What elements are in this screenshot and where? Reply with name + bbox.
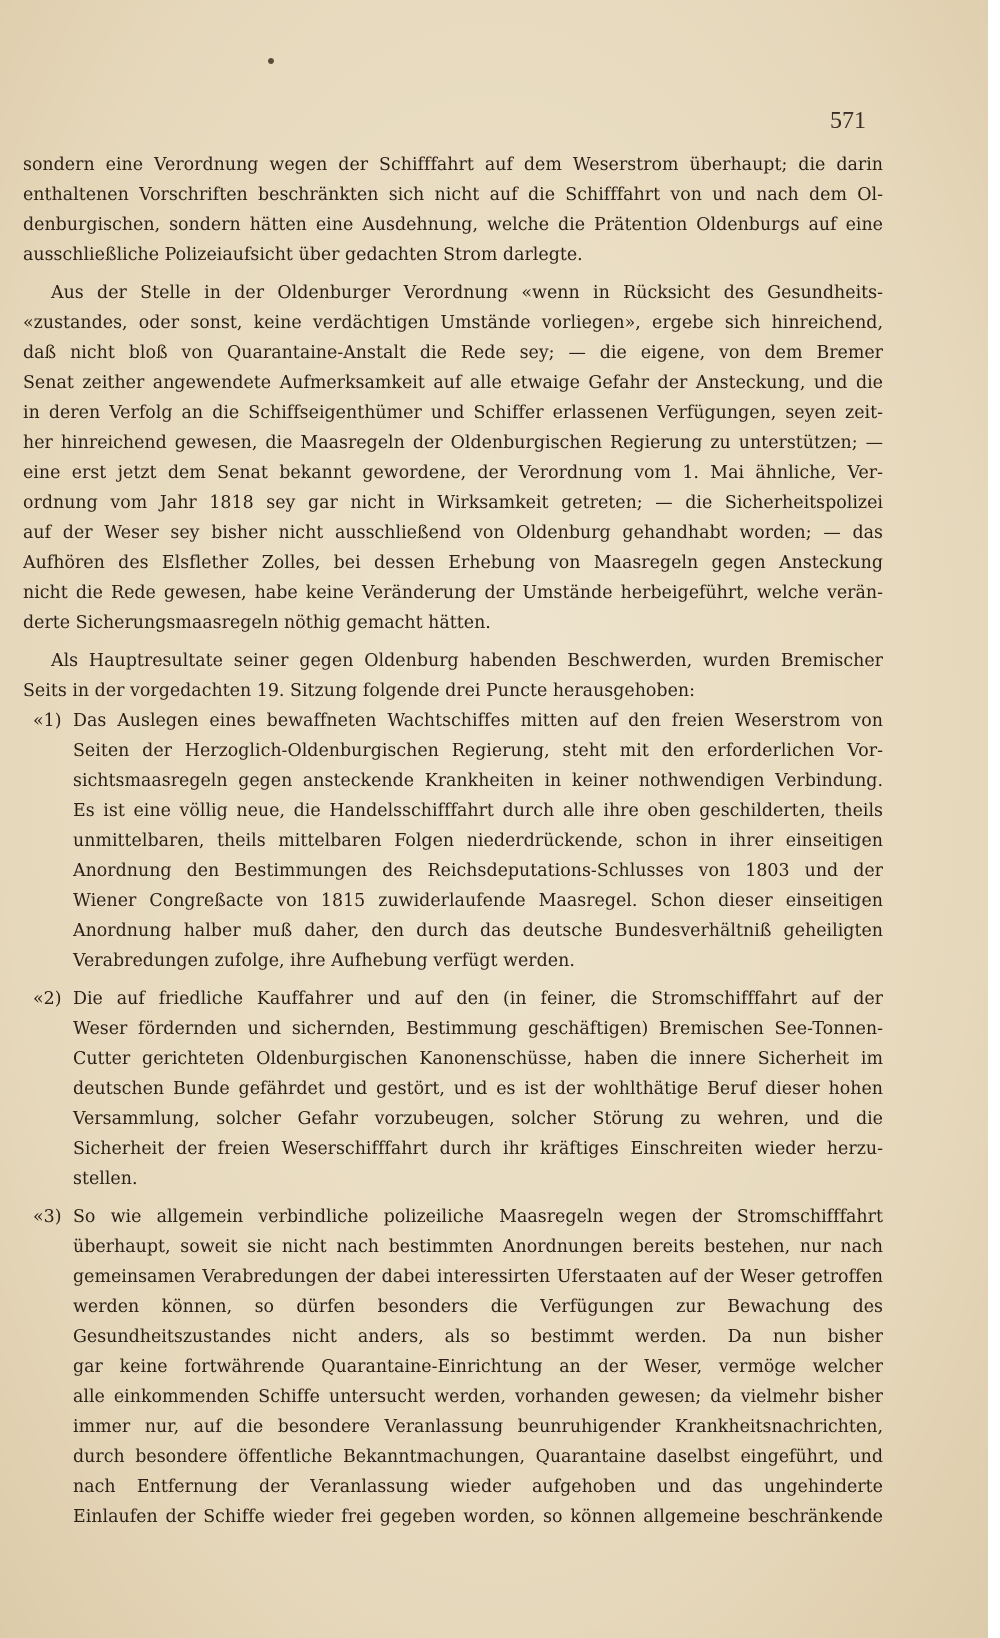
text-line: auf der Weser sey bisher nicht ausschließend von Oldenburg gehandhabt worden; — das: [23, 523, 883, 543]
text-line: eine erst jetzt dem Senat bekannt gewordene, der Verordnung vom 1. Mai ähnliche, Ver-: [23, 463, 883, 483]
text-line: ordnung vom Jahr 1818 sey gar nicht in Wirksamkeit getreten; — die Sicherheitspolizei: [23, 493, 883, 513]
text-line: enthaltenen Vorschriften beschränkten sich nicht auf die Schifffahrt von und nach dem Ol-: [23, 185, 883, 205]
paragraph: [23, 646, 883, 706]
text-line: Sicherheit der freien Weserschifffahrt durch ihr kräftiges Einschreiten wieder herzu-: [73, 1139, 883, 1159]
text-line: Verabredungen zufolge, ihre Aufhebung verfügt werden.: [73, 951, 575, 971]
text-line: Als Hauptresultate seiner gegen Oldenburg habenden Beschwerden, wurden Bremischer: [51, 651, 883, 671]
item-number: «3): [33, 1207, 62, 1227]
item-number: «1): [33, 711, 62, 731]
text-line: Weser fördernden und sichernden, Bestimmung geschäftigen) Bremischen See-Tonnen-: [73, 1019, 883, 1039]
text-line: Einlaufen der Schiffe wieder frei gegeben worden, so können allgemeine beschränkende: [73, 1507, 883, 1527]
text-line: Aufhören des Elsflether Zolles, bei dessen Erhebung von Maasregeln gegen Ansteckung: [23, 553, 883, 573]
text-line: Gesundheitszustandes nicht anders, als so bestimmt werden. Da nun bisher: [73, 1327, 883, 1347]
text-line: ausschließliche Polizeiaufsicht über gedachten Strom darlegte.: [23, 245, 583, 265]
ink-dot: [268, 58, 274, 64]
text-line: Anordnung den Bestimmungen des Reichsdeputations-Schlusses von 1803 und der: [73, 861, 883, 881]
page-number: 571: [830, 108, 866, 134]
text-line: immer nur, auf die besondere Veranlassung beunruhigender Krankheitsnachrichten,: [73, 1417, 883, 1437]
text-line: unmittelbaren, theils mittelbaren Folgen niederdrückende, schon in ihrer einseitigen: [73, 831, 883, 851]
text-line: werden können, so dürfen besonders die Verfügungen zur Bewachung des: [73, 1297, 883, 1317]
text-line: Es ist eine völlig neue, die Handelsschifffahrt durch alle ihre oben geschilderten, theils: [73, 801, 883, 821]
text-line: Seiten der Herzoglich-Oldenburgischen Regierung, steht mit den erforderlichen Vor-: [73, 741, 883, 761]
text-line: Die auf friedliche Kauffahrer und auf den (in feiner, die Stromschifffahrt auf der: [73, 989, 883, 1009]
text-line: derte Sicherungsmaasregeln nöthig gemacht hätten.: [23, 613, 491, 633]
paragraph: [23, 278, 883, 638]
text-line: Versammlung, solcher Gefahr vorzubeugen, solcher Störung zu wehren, und die: [73, 1109, 883, 1129]
text-line: So wie allgemein verbindliche polizeiliche Maasregeln wegen der Stromschifffahrt: [73, 1207, 883, 1227]
text-line: alle einkommenden Schiffe untersucht werden, vorhanden gewesen; da vielmehr bisher: [73, 1387, 883, 1407]
text-line: daß nicht bloß von Quarantaine-Anstalt die Rede sey; — die eigene, von dem Bremer: [23, 343, 883, 363]
text-line: durch besondere öffentliche Bekanntmachungen, Quarantaine daselbst eingeführt, und: [73, 1447, 883, 1467]
text-line: her hinreichend gewesen, die Maasregeln der Oldenburgischen Regierung zu unterstützen; —: [23, 433, 883, 453]
body-text: [23, 150, 883, 1532]
text-line: Aus der Stelle in der Oldenburger Verordnung «wenn in Rücksicht des Gesundheits-: [51, 283, 883, 303]
text-line: Wiener Congreßacte von 1815 zuwiderlaufende Maasregel. Schon dieser einseitigen: [73, 891, 883, 911]
text-line: «zustandes, oder sonst, keine verdächtigen Umstände vorliegen», ergebe sich hinreichend,: [23, 313, 883, 333]
text-line: Senat zeither angewendete Aufmerksamkeit auf alle etwaige Gefahr der Ansteckung, und die: [23, 373, 883, 393]
text-line: Anordnung halber muß daher, den durch das deutsche Bundesverhältniß geheiligten: [73, 921, 883, 941]
text-line: nach Entfernung der Veranlassung wieder aufgehoben und das ungehinderte: [73, 1477, 883, 1497]
numbered-item: [23, 984, 883, 1194]
paragraph: [23, 150, 883, 270]
text-line: gemeinsamen Verabredungen der dabei interessirten Uferstaaten auf der Weser getroffen: [73, 1267, 883, 1287]
item-number: «2): [33, 989, 62, 1009]
text-line: überhaupt, soweit sie nicht nach bestimmten Anordnungen bereits bestehen, nur nach: [73, 1237, 883, 1257]
text-line: deutschen Bunde gefährdet und gestört, und es ist der wohlthätige Beruf dieser hohen: [73, 1079, 883, 1099]
numbered-item: [23, 1202, 883, 1532]
text-line: denburgischen, sondern hätten eine Ausdehnung, welche die Prätention Oldenburgs auf eine: [23, 215, 883, 235]
text-line: sondern eine Verordnung wegen der Schifffahrt auf dem Weserstrom überhaupt; die darin: [23, 155, 883, 175]
text-line: nicht die Rede gewesen, habe keine Veränderung der Umstände herbeigeführt, welche verän-: [23, 583, 883, 603]
text-line: Seits in der vorgedachten 19. Sitzung folgende drei Puncte herausgehoben:: [23, 681, 695, 701]
numbered-item: [23, 706, 883, 976]
text-line: Cutter gerichteten Oldenburgischen Kanonenschüsse, haben die innere Sicherheit im: [73, 1049, 883, 1069]
text-line: in deren Verfolg an die Schiffseigenthümer und Schiffer erlassenen Verfügungen, seyen zeit-: [23, 403, 883, 423]
text-line: gar keine fortwährende Quarantaine-Einrichtung an der Weser, vermöge welcher: [73, 1357, 883, 1377]
text-line: sichtsmaasregeln gegen ansteckende Krankheiten in keiner nothwendigen Verbindung.: [73, 771, 883, 791]
text-line: Das Auslegen eines bewaffneten Wachtschiffes mitten auf den freien Weserstrom von: [73, 711, 883, 731]
text-line: stellen.: [73, 1169, 138, 1189]
